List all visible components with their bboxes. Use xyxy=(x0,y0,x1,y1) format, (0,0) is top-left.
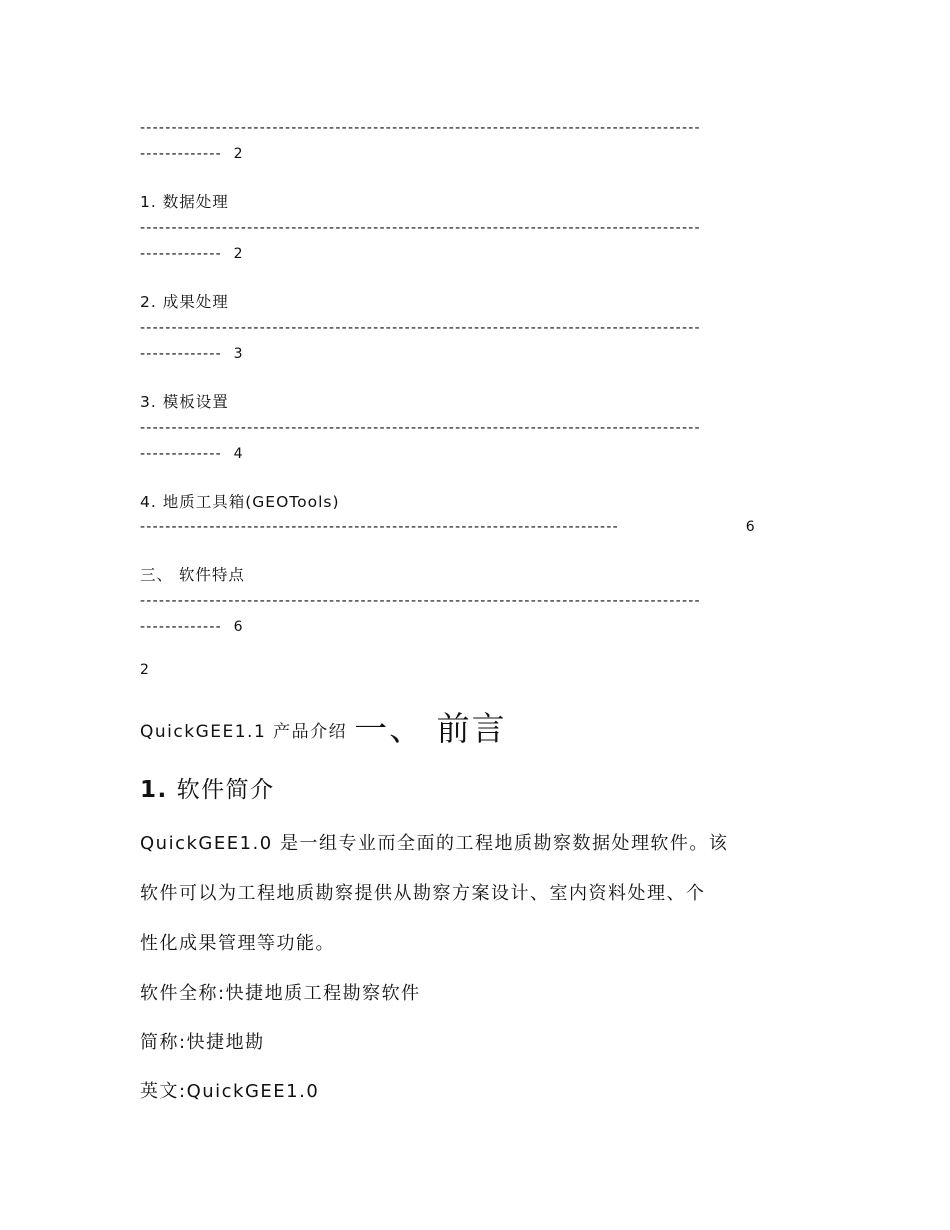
software-full-name: 软件全称:快捷地质工程勘察软件 xyxy=(140,983,421,1004)
toc-page-number: 6 xyxy=(233,619,244,635)
toc-leader-dashes: ------------- xyxy=(140,146,222,162)
toc-page-number: 6 xyxy=(745,519,756,535)
toc-page-number: 4 xyxy=(233,446,244,462)
software-english-name: 英文:QuickGEE1.0 xyxy=(140,1081,320,1102)
subsection-number: 1. xyxy=(140,777,168,803)
section-heading: 一、 前言 xyxy=(354,709,507,748)
toc-page-number: 2 xyxy=(233,146,244,162)
toc-leader-dashes: ------------- xyxy=(140,246,222,262)
toc-entry-title[interactable]: 2. 成果处理 xyxy=(140,293,229,311)
toc-leader-short xyxy=(140,346,244,362)
document-heading xyxy=(140,700,507,747)
toc-leader-dashes: ---------------------------------------------------------------------------- xyxy=(140,519,619,535)
paragraph-line: QuickGEE1.0 是一组专业而全面的工程地质勘察数据处理软件。该 xyxy=(140,833,729,854)
toc-leader-line: ----------------------------------------------------------------------------------------- xyxy=(140,120,701,136)
toc-leader-dashes: ------------- xyxy=(140,619,222,635)
software-short-name: 简称:快捷地勘 xyxy=(140,1032,265,1053)
toc-leader-mid xyxy=(140,519,756,535)
toc-entry-title[interactable]: 3. 模板设置 xyxy=(140,393,229,411)
toc-leader-line: ----------------------------------------------------------------------------------------- xyxy=(140,320,701,336)
paragraph-line: 性化成果管理等功能。 xyxy=(140,933,335,954)
toc-leader-line: ----------------------------------------------------------------------------------------- xyxy=(140,420,701,436)
toc-leader-line: ----------------------------------------------------------------------------------------- xyxy=(140,220,701,236)
subsection-title: 软件简介 xyxy=(176,777,275,803)
toc-page-number: 3 xyxy=(233,346,244,362)
toc-entry-title[interactable]: 4. 地质工具箱(GEOTools) xyxy=(140,493,340,511)
toc-entry-title[interactable]: 三、 软件特点 xyxy=(140,566,245,584)
toc-entry-title[interactable]: 1. 数据处理 xyxy=(140,193,229,211)
toc-leader-short xyxy=(140,246,244,262)
toc-leader-short xyxy=(140,146,244,162)
toc-leader-line: ----------------------------------------------------------------------------------------- xyxy=(140,593,701,609)
paragraph-line: 软件可以为工程地质勘察提供从勘察方案设计、室内资料处理、个 xyxy=(140,883,706,904)
toc-page-number: 2 xyxy=(233,246,244,262)
toc-leader-short xyxy=(140,619,244,635)
toc-leader-dashes: ------------- xyxy=(140,446,222,462)
subsection-heading xyxy=(140,771,275,804)
product-title: QuickGEE1.1 产品介绍 xyxy=(140,722,348,742)
toc-leader-short xyxy=(140,446,244,462)
toc-leader-dashes: ------------- xyxy=(140,346,222,362)
page-number: 2 xyxy=(140,662,149,678)
